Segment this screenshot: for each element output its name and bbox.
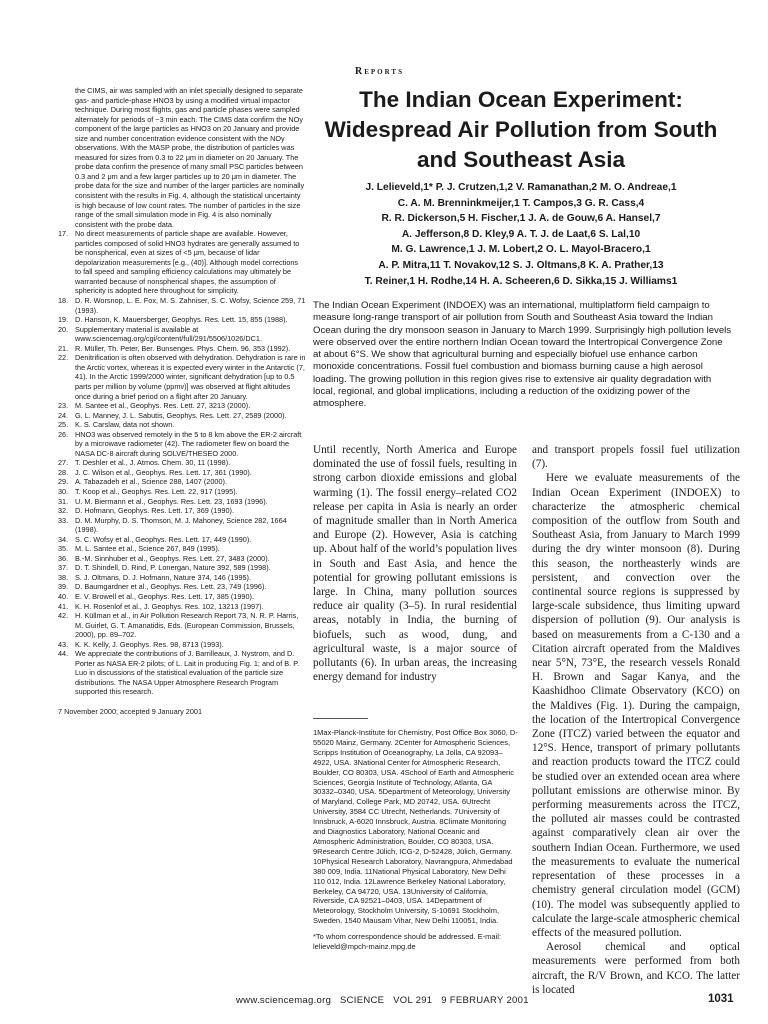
reference-item bbox=[58, 401, 306, 411]
received-accepted-dates: 7 November 2000; accepted 9 January 2001 bbox=[58, 707, 203, 716]
reference-text: H. Küllman et al., in Air Pollution Research Report 73, N. R. P. Harris, M. Guirlet, G. T. Amanatidis, Eds. (European Commission, Brussels, 2000), pp. 89–702. bbox=[75, 611, 299, 640]
author-line: T. Reiner,1 H. Rodhe,14 H. A. Scheeren,6 D. Sikka,15 J. Williams1 bbox=[364, 275, 678, 287]
author-line: A. P. Mitra,11 T. Novakov,12 S. J. Oltmans,8 K. A. Prather,13 bbox=[378, 259, 664, 271]
affiliations-text: 1Max-Planck-Institute for Chemistry, Post Office Box 3060, D-55020 Mainz, Germany. 2Center for Atmospheric Sciences, Scripps Institution of Oceanography, La Jolla, CA 92093–4922, USA. 3National Center for Atmospheric Research, Boulder, CO 80303, USA. 4School of Earth and Atmospheric Sciences, Georgia Institute of Technology, Atlanta, GA 30332–0340, USA. 5Department of Meteorology, University of Maryland, College Park, MD 20742, USA. 6Utrecht University, 3584 CC Utrecht, Netherlands. 7University of Innsbruck, A-6020 Innsbruck, Austria. 8Climate Monitoring and Diagnostics Laboratory, National Oceanic and Atmospheric Administration, Boulder, CO 80303, USA. 9Research Centre Jülich, ICG-2, D-52428, Jülich, Germany. 10Physical Research Laboratory, Navrangpura, Ahmedabad 380 009, India. 11National Physical Laboratory, New Delhi 110 012, India. 12Lawrence Berkeley National Laboratory, Berkeley, CA 94720, USA. 13University of California, Riverside, CA 92521–0403, USA. 14Department of Meteorology, Stockholm University, S-10691 Stockholm, Sweden. 1540 Mausam Vihar, New Delhi 110051, India. bbox=[313, 728, 518, 926]
reference-item bbox=[58, 477, 306, 487]
reference-text: No direct measurements of particle shape are available. However, particles composed of solid HNO3 hydrates are generally assumed to be nonspherical, even at sizes of <5 μm, because of lidar depolarization measurements [e.g., (40)]. Although model corrections to fall speed and sampling efficiency calculations may ultimately be warranted because of nonspherical shapes, the assumption of sphericity is adopted here throughout for simplicity. bbox=[75, 229, 300, 296]
reference-text: K. H. Rosenlof et al., J. Geophys. Res. 102, 13213 (1997). bbox=[75, 601, 264, 611]
body-text-column-1: Until recently, North America and Europe dominated the use of fossil fuels, resulting in strong carbon dioxide emissions and global warming (1). The fossil energy–related CO2 release per capita in Asia is nearly an order of magnitude smaller than in North America and Europe (2). However, Asia is catching up. About half of the world’s population lives in South and East Asia, and hence the potential for growing pollutant emissions is large. In China, many pollution sources reduce air quality (3–5). In rural residential areas, notably in India, the burning of biofuels, such as wood, dung, and agricultural waste, is a major source of pollutants (6). In urban areas, the increasing energy demand for industry bbox=[313, 444, 517, 684]
reference-number: 42. bbox=[58, 611, 69, 621]
reference-number: 17. bbox=[58, 229, 69, 239]
reference-item bbox=[58, 563, 306, 573]
reference-number: 43. bbox=[58, 639, 69, 649]
reference-text: M. Santee et al., Geophys. Res. Lett. 27, 3213 (2000). bbox=[75, 401, 251, 411]
reference-item bbox=[58, 325, 306, 344]
reference-number: 18. bbox=[58, 296, 69, 306]
reference-item bbox=[58, 582, 306, 592]
reference-text: Denitrification is often observed with dehydration. Dehydration is rare in the Arctic vortex, whereas it is expected every winter in the Antarctic (7, 41). In the Arctic 1999/2000 winter, significant dehydration [up to 0.5 parts per million by volume (ppmv)] was observed at flight altitudes once during a brief period on a flight after 20 January. bbox=[75, 353, 306, 401]
paragraph: Aerosol chemical and optical measurements were performed from both aircraft, the R/V Brown, and KCO. The latter is located bbox=[532, 941, 740, 996]
page-number: 1031 bbox=[708, 993, 734, 1005]
references-list bbox=[58, 86, 306, 697]
reference-item bbox=[58, 497, 306, 507]
reference-text: D. Baumgardner et al., Geophys. Res. Lett. 23, 749 (1996). bbox=[75, 582, 267, 592]
reference-item bbox=[58, 353, 306, 401]
reference-text: T. Koop et al., Geophys. Res. Lett. 22, 917 (1995). bbox=[75, 486, 238, 496]
references-column bbox=[58, 86, 306, 717]
reference-text: E. V. Browell et al., Geophys. Res. Lett. 17, 385 (1990). bbox=[75, 591, 255, 601]
reference-text: D. Hofmann, Geophys. Res. Lett. 17, 369 (1990). bbox=[75, 506, 234, 516]
reference-item bbox=[58, 86, 306, 229]
reference-text: K. S. Carslaw, data not shown. bbox=[75, 420, 175, 430]
reference-text: D. Hanson, K. Mauersberger, Geophys. Res. Lett. 15, 855 (1988). bbox=[75, 315, 288, 325]
reference-item bbox=[58, 535, 306, 545]
reference-text: R. Müller, Th. Peter, Ber. Bunsenges. Phys. Chem. 96, 353 (1992). bbox=[75, 343, 291, 353]
reference-item bbox=[58, 611, 306, 640]
reference-number: 21. bbox=[58, 343, 69, 353]
reference-number: 24. bbox=[58, 410, 69, 420]
reference-number: 28. bbox=[58, 467, 69, 477]
reference-text: We appreciate the contributions of J. Barrilleaux, J. Nystrom, and D. Porter as NASA ER-2 pilots; of L. Lait in producing Fig. 1; and of B. P. Luo in discussions of the statistical evaluation of the particle size distributions. The NASA Upper Atmosphere Research Program supported this research. bbox=[75, 649, 300, 697]
reference-number: 30. bbox=[58, 486, 69, 496]
reference-item bbox=[58, 344, 306, 354]
reference-item bbox=[58, 506, 306, 516]
reference-text: S. C. Wofsy et al., Geophys. Res. Lett. 17, 449 (1990). bbox=[75, 534, 252, 544]
affiliations-block bbox=[313, 728, 518, 952]
section-label: Reports bbox=[355, 66, 404, 77]
reference-item bbox=[58, 420, 306, 430]
reference-item bbox=[58, 487, 306, 497]
footnote-divider bbox=[313, 718, 368, 719]
reference-text: T. Deshler et al., J. Atmos. Chem. 30, 11 (1998). bbox=[75, 458, 231, 468]
reference-text: D. R. Worsnop, L. E. Fox, M. S. Zahniser, S. C. Wofsy, Science 259, 71 (1993). bbox=[75, 296, 306, 315]
reference-number: 27. bbox=[58, 458, 69, 468]
author-line: R. R. Dickerson,5 H. Fischer,1 J. A. de Gouw,6 A. Hansel,7 bbox=[381, 213, 661, 225]
reference-number: 20. bbox=[58, 324, 69, 334]
reference-item bbox=[58, 640, 306, 650]
reference-text: U. M. Biermann et al., Geophys. Res. Lett. 23, 1693 (1996). bbox=[75, 496, 268, 506]
reference-text: K. K. Kelly, J. Geophys. Res. 98, 8713 (1993). bbox=[75, 639, 224, 649]
reference-item bbox=[58, 649, 306, 697]
reference-number: 41. bbox=[58, 601, 69, 611]
body-text-column-2 bbox=[532, 443, 740, 997]
reference-number: 31. bbox=[58, 496, 69, 506]
footer-journal-info: www.sciencemag.org SCIENCE VOL 291 9 FEBRUARY 2001 bbox=[236, 995, 529, 1006]
author-line: C. A. M. Brenninkmeijer,1 T. Campos,3 G. R. Cass,4 bbox=[397, 197, 645, 209]
reference-text: G. L. Manney, J. L. Sabutis, Geophys. Res. Lett. 27, 2589 (2000). bbox=[75, 410, 287, 420]
reference-item bbox=[58, 229, 306, 296]
reference-item bbox=[58, 554, 306, 564]
reference-number: 38. bbox=[58, 572, 69, 582]
reference-number: 37. bbox=[58, 563, 69, 573]
reference-number: 19. bbox=[58, 315, 69, 325]
reference-number: 35. bbox=[58, 544, 69, 554]
paragraph: and transport propels fossil fuel utilization (7). bbox=[532, 444, 740, 471]
reference-text: M. L. Santee et al., Science 267, 849 (1995). bbox=[75, 544, 220, 554]
article-title: The Indian Ocean Experiment: Widespread Air Pollution from South and Southeast Asia bbox=[324, 87, 718, 172]
reference-number: 44. bbox=[58, 649, 69, 659]
reference-text: D. T. Shindell, D. Rind, P. Lonergan, Nature 392, 589 (1998). bbox=[75, 563, 271, 573]
reference-number: 39. bbox=[58, 582, 69, 592]
reference-number: 34. bbox=[58, 534, 69, 544]
reference-number: 40. bbox=[58, 591, 69, 601]
reference-item bbox=[58, 411, 306, 421]
author-line: J. Lelieveld,1* P. J. Crutzen,1,2 V. Ramanathan,2 M. O. Andreae,1 bbox=[365, 182, 677, 193]
reference-item bbox=[58, 592, 306, 602]
reference-text: Supplementary material is available at www.sciencemag.org/cgi/content/full/291/5506/1026/DC1. bbox=[75, 324, 262, 344]
reference-item bbox=[58, 516, 306, 535]
author-line: A. Jefferson,8 D. Kley,9 A. T. J. de Laat,6 S. Lal,10 bbox=[401, 228, 641, 240]
paragraph: Here we evaluate measurements of the Indian Ocean Experiment (INDOEX) to characterize the atmospheric chemical composition of the outflow from South and Southeast Asia, from January to March 1999 during the dry winter monsoon (8). During this season, the northeasterly winds are persistent, and convection over the continental source regions is suppressed by large-scale subsidence, thus limiting upward dispersion of pollution (9). Our analysis is based on measurements from a C-130 and a Citation aircraft operated from the Maldives near 5°N, 73°E, the research vessels Ronald H. Brown and Sagar Kanya, and the Kaashidhoo Climate Observatory (KCO) on the Maldives (Fig. 1). During the campaign, the location of the Intertropical Convergence Zone (ITCZ) varied between the equator and 12°S. Hence, transport of primary pollutants and reaction products toward the ITCZ could be studied over an extended ocean area where pollutant emissions are otherwise minor. By performing measurements across the ITCZ, the polluted air masses could be contrasted against comparatively clean air over the southern Indian Ocean. Furthermore, we used the measurements to evaluate the numerical representation of these processes in a chemistry general circulation model (GCM) (10). The model was subsequently applied to calculate the large-scale atmospheric chemical effects of the measured pollution. bbox=[532, 472, 740, 939]
reference-number: 36. bbox=[58, 553, 69, 563]
reference-number: 22. bbox=[58, 353, 69, 363]
reference-item bbox=[58, 468, 306, 478]
reference-item bbox=[58, 315, 306, 325]
reference-number: 26. bbox=[58, 429, 69, 439]
reference-number: 29. bbox=[58, 477, 69, 487]
author-list bbox=[305, 180, 737, 289]
reference-item bbox=[58, 602, 306, 612]
correspondence-note: *To whom correspondence should be addressed. E-mail: lelieveld@mpch-mainz.mpg.de bbox=[313, 932, 502, 952]
reference-number: 33. bbox=[58, 515, 69, 525]
reference-text: HNO3 was observed remotely in the 5 to 8 km above the ER-2 aircraft by a microwave radiometer (42). The radiometer flew on board the NASA DC-8 aircraft during SOLVE/THESEO 2000. bbox=[75, 429, 302, 458]
reference-number: 32. bbox=[58, 506, 69, 516]
reference-item bbox=[58, 544, 306, 554]
reference-text: D. M. Murphy, D. S. Thomson, M. J. Mahoney, Science 282, 1664 (1998). bbox=[75, 515, 287, 535]
reference-text: A. Tabazadeh et al., Science 288, 1407 (2000). bbox=[75, 477, 227, 487]
reference-text: the CIMS, air was sampled with an inlet specially designed to separate gas- and particle-phase HNO3 by using a modified virtual impactor technique. During most flights, gas and particle phases were sampled alternately for periods of ~3 min each. The CIMS data confirm the NOy component of the large particles as HNO3 on 20 January and provide size and number concentration evidence consistent with the NOy observations. With the MASP probe, the distribution of particles was measured for sizes from 0.3 to 22 μm in diameter on 20 January. The probe data confirm the presence of many small PSC particles between 0.3 and 2 μm and a few larger particles up to 20 μm in diameter. The probe data for the size and number of the larger particles are nominally consistent with the results in Fig. 4, although the statistical uncertainty is high because of low count rates. The number of particles in the size range of the small simulation mode in Fig. 4 is also nominally consistent with the probe data. bbox=[75, 86, 305, 229]
author-line: M. G. Lawrence,1 J. M. Lobert,2 O. L. Mayol-Bracero,1 bbox=[391, 244, 651, 256]
reference-number bbox=[58, 86, 75, 229]
reference-number: 25. bbox=[58, 420, 69, 430]
abstract: The Indian Ocean Experiment (INDOEX) was an international, multiplatform field campaign to measure long-range transport of air pollution from South and Southeast Asia toward the Indian Ocean during the dry monsoon season in January to March 1999. Surprisingly high pollution levels were observed over the entire northern Indian Ocean toward the Intertropical Convergence Zone at about 6°S. We show that agricultural burning and especially biofuel use enhance carbon monoxide concentrations. Fossil fuel combustion and biomass burning cause a high aerosol loading. The growing pollution in this region gives rise to extensive air quality degradation with local, regional, and global implications, including a reduction of the oxidizing power of the atmosphere. bbox=[313, 300, 732, 410]
reference-item bbox=[58, 573, 306, 583]
reference-item bbox=[58, 296, 306, 315]
reference-text: B.-M. Sinnhuber et al., Geophys. Res. Lett. 27, 3483 (2000). bbox=[75, 553, 270, 563]
reference-text: J. C. Wilson et al., Geophys. Res. Lett. 17, 361 (1990). bbox=[75, 467, 252, 477]
reference-item bbox=[58, 430, 306, 459]
reference-item bbox=[58, 458, 306, 468]
reference-number: 23. bbox=[58, 401, 69, 411]
reference-text: S. J. Oltmans, D. J. Hofmann, Nature 374, 146 (1995). bbox=[75, 572, 252, 582]
